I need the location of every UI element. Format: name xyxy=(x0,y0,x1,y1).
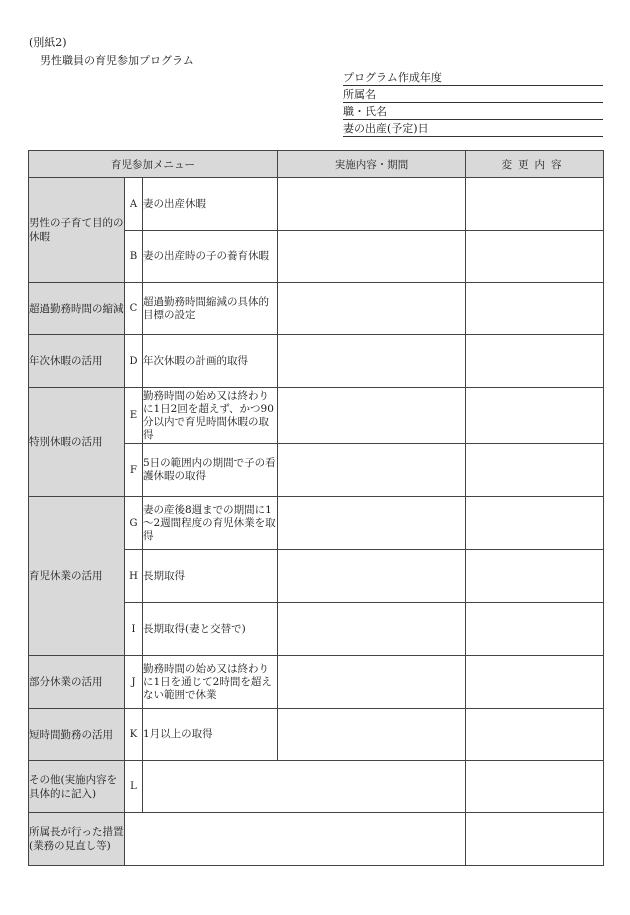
row-item: 妻の産後8週までの期間に1～2週間程度の育児休業を取得 xyxy=(143,497,278,550)
field-program-year[interactable]: プログラム作成年度 xyxy=(343,69,603,86)
change-cell[interactable] xyxy=(466,603,604,656)
change-cell[interactable] xyxy=(466,283,604,335)
change-cell[interactable] xyxy=(466,813,604,866)
info-fields xyxy=(343,69,603,137)
content-cell[interactable] xyxy=(278,709,466,761)
change-cell[interactable] xyxy=(466,761,604,813)
change-cell[interactable] xyxy=(466,231,604,283)
row-code: H xyxy=(125,550,143,603)
header-change: 変更内容 xyxy=(466,151,604,178)
header-menu: 育児参加メニュー xyxy=(29,151,278,178)
field-department[interactable]: 所属名 xyxy=(343,86,603,103)
row-code: A xyxy=(125,178,143,231)
change-cell[interactable] xyxy=(466,335,604,388)
category-childcare-leave: 男性の子育て目的の休暇 xyxy=(29,178,125,283)
other-content-cell[interactable] xyxy=(143,761,466,813)
change-cell[interactable] xyxy=(466,388,604,444)
content-cell[interactable] xyxy=(278,178,466,231)
row-item: 妻の出産休暇 xyxy=(143,178,278,231)
change-cell[interactable] xyxy=(466,497,604,550)
category-short-hours: 短時間勤務の活用 xyxy=(29,709,125,761)
row-item: 1月以上の取得 xyxy=(143,709,278,761)
row-code: L xyxy=(125,761,143,813)
row-code: D xyxy=(125,335,143,388)
category-annual-leave: 年次休暇の活用 xyxy=(29,335,125,388)
row-code: K xyxy=(125,709,143,761)
content-cell[interactable] xyxy=(278,388,466,444)
change-cell[interactable] xyxy=(466,444,604,497)
category-parental-leave: 育児休業の活用 xyxy=(29,497,125,656)
change-cell[interactable] xyxy=(466,656,604,709)
measures-content-cell[interactable] xyxy=(125,813,466,866)
row-item: 長期取得 xyxy=(143,550,278,603)
change-cell[interactable] xyxy=(466,178,604,231)
content-cell[interactable] xyxy=(278,656,466,709)
row-code: E xyxy=(125,388,143,444)
content-cell[interactable] xyxy=(278,231,466,283)
program-table xyxy=(28,150,604,866)
change-cell[interactable] xyxy=(466,550,604,603)
content-cell[interactable] xyxy=(278,550,466,603)
row-item: 勤務時間の始め又は終わりに1日を通じて2時間を超えない範囲で休業 xyxy=(143,656,278,709)
content-cell[interactable] xyxy=(278,283,466,335)
content-cell[interactable] xyxy=(278,497,466,550)
change-cell[interactable] xyxy=(466,709,604,761)
row-item: 勤務時間の始め又は終わりに1日2回を超えず、かつ90分以内で育児時間休暇の取得 xyxy=(143,388,278,444)
content-cell[interactable] xyxy=(278,444,466,497)
row-item: 5日の範囲内の期間で子の看護休暇の取得 xyxy=(143,444,278,497)
row-code: F xyxy=(125,444,143,497)
row-code: C xyxy=(125,283,143,335)
row-item: 年次休暇の計画的取得 xyxy=(143,335,278,388)
row-item: 妻の出産時の子の養育休暇 xyxy=(143,231,278,283)
field-due-date[interactable]: 妻の出産(予定)日 xyxy=(343,120,603,137)
category-other: その他(実施内容を具体的に記入) xyxy=(29,761,125,813)
row-code: B xyxy=(125,231,143,283)
content-cell[interactable] xyxy=(278,335,466,388)
row-item: 超過勤務時間縮減の具体的目標の設定 xyxy=(143,283,278,335)
row-code: G xyxy=(125,497,143,550)
annex-label: (別紙2) xyxy=(29,36,67,49)
row-item: 長期取得(妻と交替で) xyxy=(143,603,278,656)
category-special-leave: 特別休暇の活用 xyxy=(29,388,125,497)
header-content: 実施内容・期間 xyxy=(278,151,466,178)
category-manager-measures: 所属長が行った措置(業務の見直し等) xyxy=(29,813,125,866)
content-cell[interactable] xyxy=(278,603,466,656)
row-code: J xyxy=(125,656,143,709)
category-overtime: 超過勤務時間の縮減 xyxy=(29,283,125,335)
field-position-name[interactable]: 職・氏名 xyxy=(343,103,603,120)
row-code: I xyxy=(125,603,143,656)
category-partial-leave: 部分休業の活用 xyxy=(29,656,125,709)
document-title: 男性職員の育児参加プログラム xyxy=(40,54,194,67)
